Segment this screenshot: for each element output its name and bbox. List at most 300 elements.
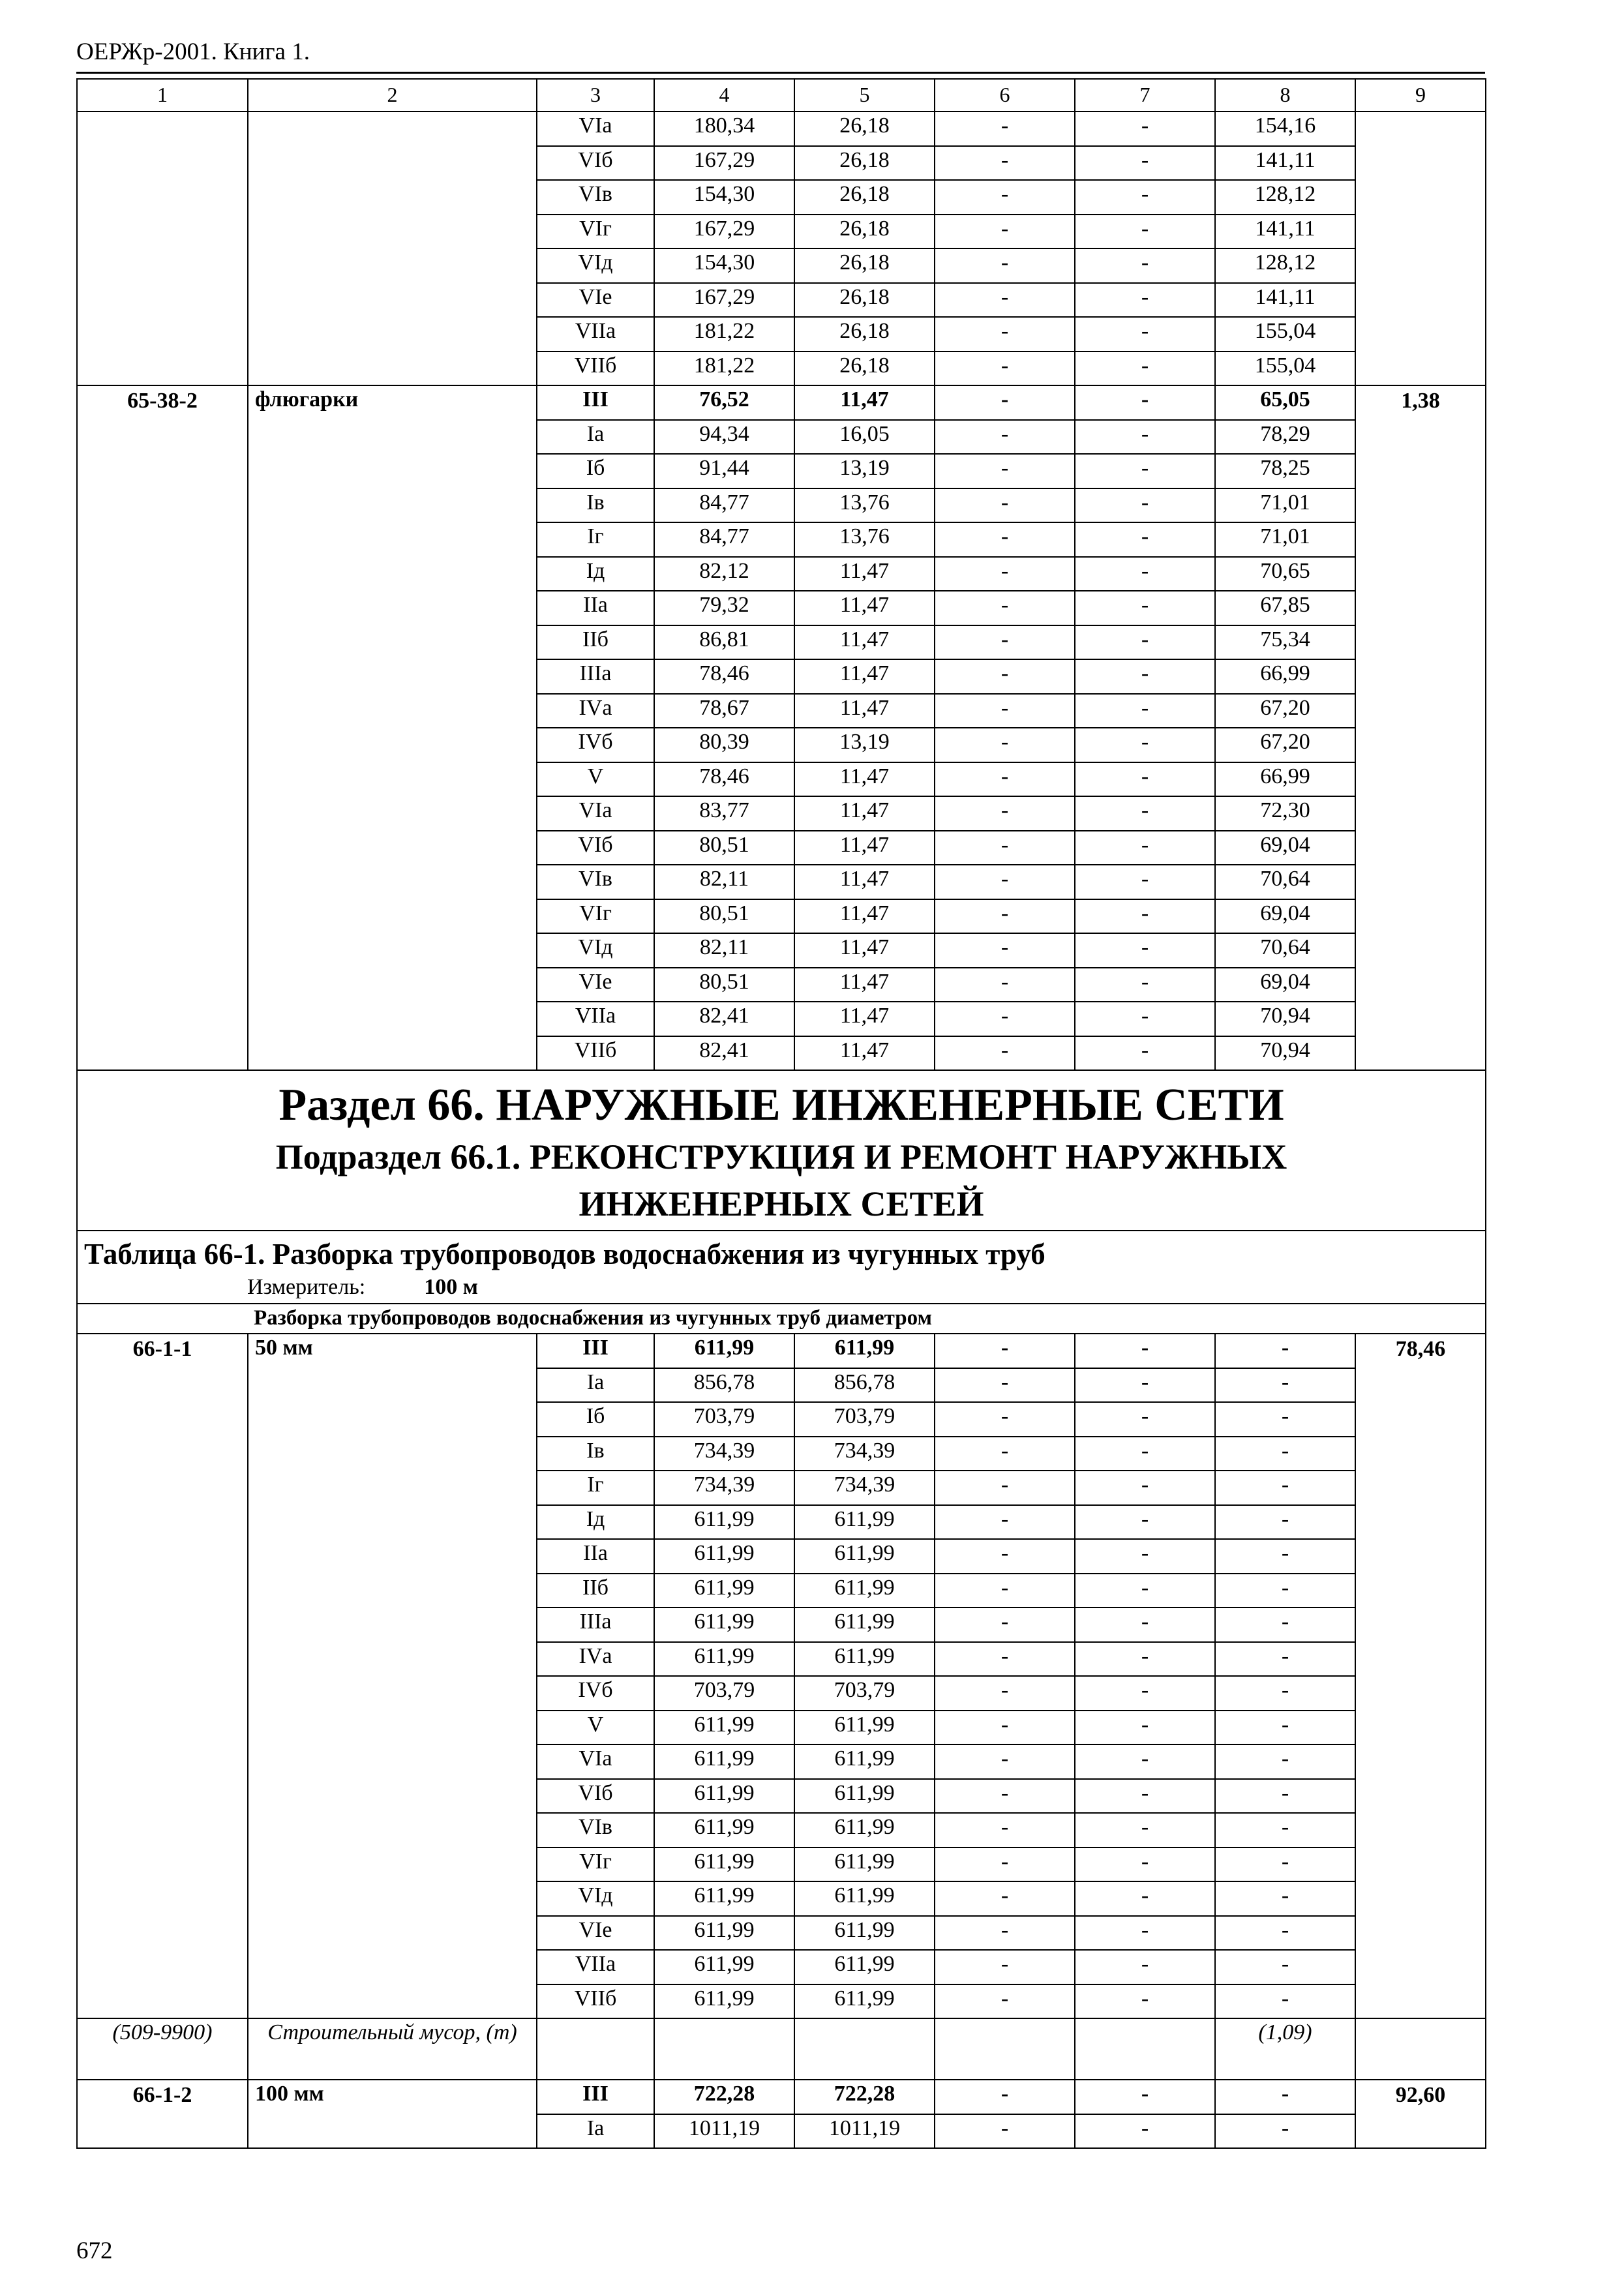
direct-cost: 84,77 (654, 522, 794, 557)
labor-wages: 16,05 (794, 420, 935, 455)
table-title: Таблица 66-1. Разборка трубопроводов водоснабжения из чугунных труб (84, 1238, 1045, 1270)
labor-hours: 92,60 (1355, 2080, 1486, 2148)
material-cost: - (1215, 1642, 1355, 1677)
table-row (77, 2080, 1486, 2114)
labor-wages: 26,18 (794, 248, 935, 283)
labor-wages: 26,18 (794, 317, 935, 352)
material-cost: 70,64 (1215, 865, 1355, 899)
material-cost: - (1215, 1608, 1355, 1642)
direct-cost: 84,77 (654, 488, 794, 523)
machine-cost: - (935, 1916, 1075, 1951)
machinist-wages: - (1075, 1539, 1215, 1574)
machine-cost: - (935, 865, 1075, 899)
labor-wages: 13,76 (794, 522, 935, 557)
machine-cost: - (935, 1437, 1075, 1471)
empty-cell (1075, 2018, 1215, 2080)
subsection-title-line2: ИНЖЕНЕРНЫХ СЕТЕЙ (579, 1184, 984, 1223)
labor-wages: 11,47 (794, 865, 935, 899)
labor-wages: 11,47 (794, 796, 935, 831)
column-number: 6 (935, 79, 1075, 112)
rate-code: 66-1-2 (77, 2080, 248, 2148)
debris-row (77, 2018, 1486, 2080)
direct-cost: 611,99 (654, 1916, 794, 1951)
labor-wages: 11,47 (794, 694, 935, 728)
labor-wages: 26,18 (794, 215, 935, 249)
machine-cost: - (935, 1711, 1075, 1745)
region-code: VIа (537, 1744, 654, 1779)
labor-hours: 1,38 (1355, 385, 1486, 1070)
rate-name: флюгарки (248, 385, 537, 1070)
labor-wages: 611,99 (794, 1950, 935, 1984)
labor-hours (1355, 112, 1486, 385)
region-code: Iд (537, 557, 654, 591)
labor-wages: 734,39 (794, 1437, 935, 1471)
machine-cost: - (935, 1608, 1075, 1642)
material-cost: 155,04 (1215, 317, 1355, 352)
machinist-wages: - (1075, 1642, 1215, 1677)
machinist-wages: - (1075, 1813, 1215, 1848)
direct-cost: 611,99 (654, 1505, 794, 1540)
direct-cost: 83,77 (654, 796, 794, 831)
material-cost: 71,01 (1215, 522, 1355, 557)
region-code: Iа (537, 420, 654, 455)
region-code: Iа (537, 2114, 654, 2149)
material-cost: - (1215, 1984, 1355, 2019)
machine-cost: - (935, 1402, 1075, 1437)
material-cost: 70,64 (1215, 933, 1355, 968)
labor-wages: 26,18 (794, 352, 935, 386)
machinist-wages: - (1075, 522, 1215, 557)
direct-cost: 611,99 (654, 1608, 794, 1642)
region-code: VIIб (537, 1036, 654, 1071)
section-header-row (77, 1070, 1486, 1231)
labor-wages: 611,99 (794, 1505, 935, 1540)
region-code: VIв (537, 865, 654, 899)
labor-wages: 611,99 (794, 1608, 935, 1642)
machinist-wages: - (1075, 248, 1215, 283)
material-cost: 78,25 (1215, 454, 1355, 488)
rate-name (248, 112, 537, 385)
machine-cost: - (935, 1848, 1075, 1882)
material-cost: 69,04 (1215, 899, 1355, 934)
region-code: VIг (537, 1848, 654, 1882)
machinist-wages: - (1075, 146, 1215, 181)
machinist-wages: - (1075, 1002, 1215, 1036)
material-cost: - (1215, 1916, 1355, 1951)
direct-cost: 82,41 (654, 1002, 794, 1036)
direct-cost: 180,34 (654, 112, 794, 146)
machinist-wages: - (1075, 933, 1215, 968)
material-cost: 141,11 (1215, 215, 1355, 249)
labor-wages: 11,47 (794, 968, 935, 1002)
rate-code (77, 112, 248, 385)
region-code: Iа (537, 1368, 654, 1403)
machine-cost: - (935, 2114, 1075, 2149)
table-row (77, 385, 1486, 420)
labor-wages: 11,47 (794, 831, 935, 865)
machinist-wages: - (1075, 1368, 1215, 1403)
direct-cost: 167,29 (654, 146, 794, 181)
direct-cost: 856,78 (654, 1368, 794, 1403)
labor-wages: 11,47 (794, 557, 935, 591)
rate-name: 100 мм (248, 2080, 537, 2148)
labor-wages: 26,18 (794, 112, 935, 146)
direct-cost: 703,79 (654, 1402, 794, 1437)
machine-cost: - (935, 385, 1075, 420)
labor-wages: 703,79 (794, 1676, 935, 1711)
direct-cost: 91,44 (654, 454, 794, 488)
direct-cost: 76,52 (654, 385, 794, 420)
region-code: Iб (537, 454, 654, 488)
labor-wages: 611,99 (794, 1916, 935, 1951)
direct-cost: 154,30 (654, 180, 794, 215)
machinist-wages: - (1075, 1984, 1215, 2019)
machine-cost: - (935, 1779, 1075, 1814)
direct-cost: 734,39 (654, 1471, 794, 1505)
machine-cost: - (935, 728, 1075, 762)
region-code: IVб (537, 1676, 654, 1711)
material-cost: - (1215, 1505, 1355, 1540)
machinist-wages: - (1075, 2080, 1215, 2114)
material-cost: 141,11 (1215, 146, 1355, 181)
region-code: VIе (537, 968, 654, 1002)
region-code: VIIб (537, 352, 654, 386)
machinist-wages: - (1075, 1471, 1215, 1505)
region-code: VIа (537, 796, 654, 831)
material-cost: - (1215, 1334, 1355, 1368)
machinist-wages: - (1075, 488, 1215, 523)
direct-cost: 78,46 (654, 762, 794, 797)
document-header: ОЕРЖр-2001. Книга 1. (76, 38, 310, 65)
material-cost: - (1215, 1813, 1355, 1848)
labor-wages: 611,99 (794, 1711, 935, 1745)
material-cost: 66,99 (1215, 659, 1355, 694)
page-number: 672 (76, 2237, 113, 2264)
machinist-wages: - (1075, 420, 1215, 455)
labor-wages: 611,99 (794, 1574, 935, 1608)
direct-cost: 611,99 (654, 1574, 794, 1608)
direct-cost: 611,99 (654, 1881, 794, 1916)
section-header (77, 1070, 1486, 1231)
machine-cost: - (935, 933, 1075, 968)
machine-cost: - (935, 1334, 1075, 1368)
machine-cost: - (935, 2080, 1075, 2114)
machinist-wages: - (1075, 1676, 1215, 1711)
region-code: VIIб (537, 1984, 654, 2019)
labor-wages: 11,47 (794, 591, 935, 625)
labor-wages: 26,18 (794, 283, 935, 318)
machine-cost: - (935, 796, 1075, 831)
region-code: IVа (537, 1642, 654, 1677)
material-cost: - (1215, 2114, 1355, 2149)
direct-cost: 80,51 (654, 968, 794, 1002)
labor-wages: 26,18 (794, 146, 935, 181)
machine-cost: - (935, 591, 1075, 625)
unit-value: 100 м (424, 1275, 478, 1299)
section-title: Раздел 66. НАРУЖНЫЕ ИНЖЕНЕРНЫЕ СЕТИ (278, 1080, 1284, 1130)
column-number-row (77, 79, 1486, 112)
debris-name: Строительный мусор, (т) (248, 2018, 537, 2080)
labor-wages: 611,99 (794, 1334, 935, 1368)
machine-cost: - (935, 899, 1075, 934)
region-code: VIб (537, 831, 654, 865)
direct-cost: 167,29 (654, 283, 794, 318)
machinist-wages: - (1075, 625, 1215, 660)
region-code: IIб (537, 625, 654, 660)
region-code: VIIа (537, 1950, 654, 1984)
region-code: VIIа (537, 1002, 654, 1036)
labor-wages: 611,99 (794, 1744, 935, 1779)
machinist-wages: - (1075, 1711, 1215, 1745)
direct-cost: 181,22 (654, 317, 794, 352)
direct-cost: 611,99 (654, 1744, 794, 1779)
direct-cost: 78,67 (654, 694, 794, 728)
material-cost: 65,05 (1215, 385, 1355, 420)
machine-cost: - (935, 1950, 1075, 1984)
direct-cost: 86,81 (654, 625, 794, 660)
region-code: Iв (537, 488, 654, 523)
column-number: 8 (1215, 79, 1355, 112)
direct-cost: 611,99 (654, 1642, 794, 1677)
material-cost: 72,30 (1215, 796, 1355, 831)
empty-cell (537, 2018, 654, 2080)
labor-wages: 11,47 (794, 625, 935, 660)
region-code: VIб (537, 1779, 654, 1814)
machinist-wages: - (1075, 385, 1215, 420)
column-number: 5 (794, 79, 935, 112)
machinist-wages: - (1075, 1881, 1215, 1916)
unit-label: Измеритель: (247, 1275, 366, 1299)
material-cost: 155,04 (1215, 352, 1355, 386)
machinist-wages: - (1075, 1744, 1215, 1779)
labor-wages: 11,47 (794, 1036, 935, 1071)
material-cost: 67,20 (1215, 728, 1355, 762)
labor-wages: 722,28 (794, 2080, 935, 2114)
machinist-wages: - (1075, 968, 1215, 1002)
labor-wages: 611,99 (794, 1539, 935, 1574)
machinist-wages: - (1075, 180, 1215, 215)
region-code: V (537, 762, 654, 797)
material-cost: 69,04 (1215, 968, 1355, 1002)
table-title-row (77, 1231, 1486, 1304)
machinist-wages: - (1075, 1574, 1215, 1608)
material-cost: - (1215, 1676, 1355, 1711)
direct-cost: 703,79 (654, 1676, 794, 1711)
machinist-wages: - (1075, 2114, 1215, 2149)
machinist-wages: - (1075, 1916, 1215, 1951)
region-code: Iг (537, 522, 654, 557)
region-code: IIIа (537, 659, 654, 694)
labor-wages: 1011,19 (794, 2114, 935, 2149)
subsection-title-line1: Подраздел 66.1. РЕКОНСТРУКЦИЯ И РЕМОНТ НАРУЖНЫХ (275, 1137, 1287, 1176)
machine-cost: - (935, 146, 1075, 181)
machinist-wages: - (1075, 215, 1215, 249)
machinist-wages: - (1075, 283, 1215, 318)
empty-cell (794, 2018, 935, 2080)
machinist-wages: - (1075, 899, 1215, 934)
machinist-wages: - (1075, 591, 1215, 625)
unit-line (84, 1273, 1477, 1302)
rate-code: 65-38-2 (77, 385, 248, 1070)
material-cost: - (1215, 1711, 1355, 1745)
material-cost: - (1215, 1779, 1355, 1814)
machine-cost: - (935, 1984, 1075, 2019)
labor-wages: 734,39 (794, 1471, 935, 1505)
labor-wages: 11,47 (794, 385, 935, 420)
labor-hours: 78,46 (1355, 1334, 1486, 2018)
region-code: VIа (537, 112, 654, 146)
rate-name: 50 мм (248, 1334, 537, 2018)
rates-table (76, 78, 1486, 2149)
labor-wages: 11,47 (794, 659, 935, 694)
machinist-wages: - (1075, 112, 1215, 146)
debris-code: (509-9900) (77, 2018, 248, 2080)
labor-wages: 611,99 (794, 1848, 935, 1882)
region-code: VIг (537, 215, 654, 249)
machine-cost: - (935, 420, 1075, 455)
machine-cost: - (935, 1744, 1075, 1779)
labor-wages: 11,47 (794, 899, 935, 934)
machinist-wages: - (1075, 1608, 1215, 1642)
column-number: 3 (537, 79, 654, 112)
region-code: VIг (537, 899, 654, 934)
labor-wages: 11,47 (794, 1002, 935, 1036)
region-code: III (537, 1334, 654, 1368)
machine-cost: - (935, 1676, 1075, 1711)
machinist-wages: - (1075, 1950, 1215, 1984)
header-rule (76, 72, 1485, 74)
machine-cost: - (935, 1881, 1075, 1916)
direct-cost: 611,99 (654, 1334, 794, 1368)
region-code: VIв (537, 1813, 654, 1848)
machine-cost: - (935, 488, 1075, 523)
machinist-wages: - (1075, 317, 1215, 352)
column-number: 7 (1075, 79, 1215, 112)
column-number: 2 (248, 79, 537, 112)
direct-cost: 82,11 (654, 933, 794, 968)
rates-table-body (77, 79, 1486, 2148)
material-cost: - (1215, 1881, 1355, 1916)
labor-wages: 611,99 (794, 1642, 935, 1677)
labor-wages: 611,99 (794, 1779, 935, 1814)
labor-wages: 703,79 (794, 1402, 935, 1437)
labor-wages: 13,19 (794, 454, 935, 488)
machine-cost: - (935, 112, 1075, 146)
machinist-wages: - (1075, 1437, 1215, 1471)
machinist-wages: - (1075, 694, 1215, 728)
machinist-wages: - (1075, 762, 1215, 797)
machinist-wages: - (1075, 1334, 1215, 1368)
machinist-wages: - (1075, 831, 1215, 865)
machine-cost: - (935, 694, 1075, 728)
region-code: VIд (537, 248, 654, 283)
labor-wages: 11,47 (794, 933, 935, 968)
region-code: Iд (537, 1505, 654, 1540)
direct-cost: 611,99 (654, 1779, 794, 1814)
direct-cost: 1011,19 (654, 2114, 794, 2149)
machinist-wages: - (1075, 1779, 1215, 1814)
region-code: VIв (537, 180, 654, 215)
direct-cost: 80,39 (654, 728, 794, 762)
material-cost: - (1215, 1539, 1355, 1574)
material-cost: 66,99 (1215, 762, 1355, 797)
material-cost: - (1215, 1848, 1355, 1882)
machine-cost: - (935, 1574, 1075, 1608)
region-code: III (537, 385, 654, 420)
machinist-wages: - (1075, 796, 1215, 831)
machinist-wages: - (1075, 352, 1215, 386)
machinist-wages: - (1075, 865, 1215, 899)
region-code: IIа (537, 591, 654, 625)
region-code: IIIа (537, 1608, 654, 1642)
material-cost: 70,94 (1215, 1002, 1355, 1036)
empty-cell (1355, 2018, 1486, 2080)
machine-cost: - (935, 248, 1075, 283)
machine-cost: - (935, 454, 1075, 488)
region-code: VIе (537, 283, 654, 318)
machinist-wages: - (1075, 1402, 1215, 1437)
labor-wages: 11,47 (794, 762, 935, 797)
region-code: IVа (537, 694, 654, 728)
region-code: V (537, 1711, 654, 1745)
machine-cost: - (935, 317, 1075, 352)
machine-cost: - (935, 1002, 1075, 1036)
direct-cost: 94,34 (654, 420, 794, 455)
labor-wages: 611,99 (794, 1984, 935, 2019)
direct-cost: 154,30 (654, 248, 794, 283)
material-cost: - (1215, 1471, 1355, 1505)
region-code: VIб (537, 146, 654, 181)
direct-cost: 611,99 (654, 1848, 794, 1882)
region-code: Iв (537, 1437, 654, 1471)
material-cost: 70,65 (1215, 557, 1355, 591)
labor-wages: 611,99 (794, 1813, 935, 1848)
region-code: Iб (537, 1402, 654, 1437)
machine-cost: - (935, 283, 1075, 318)
machine-cost: - (935, 968, 1075, 1002)
table-row (77, 1334, 1486, 1368)
table-row (77, 112, 1486, 146)
table-header (77, 1231, 1486, 1304)
machine-cost: - (935, 557, 1075, 591)
material-cost: 67,85 (1215, 591, 1355, 625)
material-cost: 78,29 (1215, 420, 1355, 455)
region-code: VIе (537, 1916, 654, 1951)
direct-cost: 611,99 (654, 1984, 794, 2019)
machine-cost: - (935, 1368, 1075, 1403)
direct-cost: 722,28 (654, 2080, 794, 2114)
column-number: 9 (1355, 79, 1486, 112)
region-code: VIд (537, 933, 654, 968)
machine-cost: - (935, 1539, 1075, 1574)
column-number: 4 (654, 79, 794, 112)
direct-cost: 611,99 (654, 1711, 794, 1745)
region-code: IIа (537, 1539, 654, 1574)
direct-cost: 82,11 (654, 865, 794, 899)
machine-cost: - (935, 831, 1075, 865)
labor-wages: 26,18 (794, 180, 935, 215)
material-cost: - (1215, 1744, 1355, 1779)
machine-cost: - (935, 1642, 1075, 1677)
labor-wages: 13,19 (794, 728, 935, 762)
machine-cost: - (935, 352, 1075, 386)
machine-cost: - (935, 215, 1075, 249)
rate-code: 66-1-1 (77, 1334, 248, 2018)
machinist-wages: - (1075, 454, 1215, 488)
machinist-wages: - (1075, 728, 1215, 762)
direct-cost: 167,29 (654, 215, 794, 249)
material-cost: - (1215, 2080, 1355, 2114)
